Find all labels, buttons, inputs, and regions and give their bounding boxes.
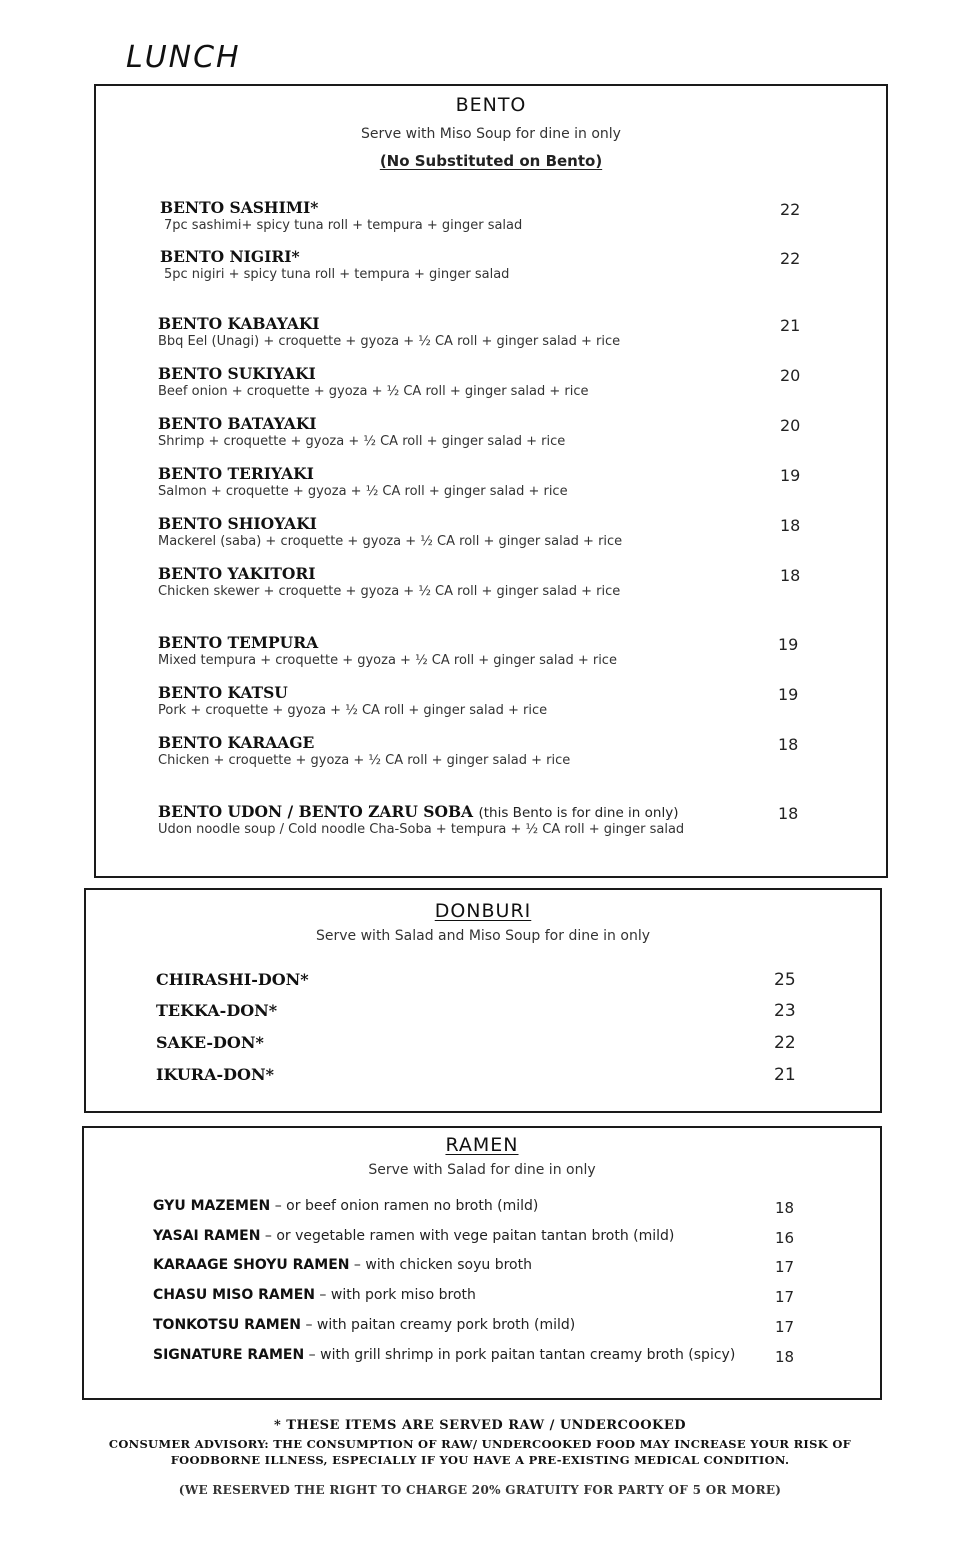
menu-item-name-text: KARAAGE SHOYU RAMEN xyxy=(153,1257,350,1273)
menu-item xyxy=(84,1347,880,1369)
menu-item-price: 18 xyxy=(780,516,801,535)
menu-item-description: – or vegetable ramen with vege paitan tantan broth (mild) xyxy=(260,1228,675,1244)
menu-item-description: Shrimp + croquette + gyoza + ½ CA roll + ginger salad + rice xyxy=(158,434,566,449)
page-title: LUNCH xyxy=(126,40,241,75)
menu-item-name xyxy=(158,802,678,821)
menu-item-price: 18 xyxy=(778,735,799,754)
menu-item-name xyxy=(153,1257,532,1273)
menu-item xyxy=(84,1257,880,1279)
menu-item-price: 21 xyxy=(780,316,801,335)
menu-item-description: Mixed tempura + croquette + gyoza + ½ CA roll + ginger salad + rice xyxy=(158,653,617,668)
menu-item-description: – or beef onion ramen no broth (mild) xyxy=(270,1198,539,1214)
menu-item-name-text: BENTO KABAYAKI xyxy=(158,314,320,333)
menu-item-name: IKURA-DON* xyxy=(156,1065,274,1084)
menu-item-name xyxy=(153,1317,575,1333)
menu-item-name: SAKE-DON* xyxy=(156,1033,264,1052)
menu-item-name: CHIRASHI-DON* xyxy=(156,970,309,989)
menu-item-description: Chicken + croquette + gyoza + ½ CA roll + ginger salad + rice xyxy=(158,753,571,768)
menu-item-name xyxy=(160,198,318,217)
menu-item-price: 17 xyxy=(775,1288,795,1306)
menu-item-description: – with paitan creamy pork broth (mild) xyxy=(301,1317,576,1333)
menu-item-price: 19 xyxy=(778,685,799,704)
menu-item xyxy=(84,1198,880,1220)
menu-item-description: Bbq Eel (Unagi) + croquette + gyoza + ½ CA roll + ginger salad + rice xyxy=(158,334,621,349)
menu-item-description: – with chicken soyu broth xyxy=(349,1257,532,1273)
menu-item-description: 7pc sashimi+ spicy tuna roll + tempura + ginger salad xyxy=(164,218,523,233)
menu-item-name xyxy=(158,514,317,533)
menu-item-name xyxy=(158,683,288,702)
menu-item xyxy=(96,198,886,238)
menu-item-price: 20 xyxy=(780,366,801,385)
menu-item-name xyxy=(158,414,317,433)
menu-item-name-text: BENTO BATAYAKI xyxy=(158,414,317,433)
gratuity-notice: (WE RESERVED THE RIGHT TO CHARGE 20% GRATUITY FOR PARTY OF 5 OR MORE) xyxy=(178,1483,782,1497)
menu-item-name-text: BENTO KATSU xyxy=(158,683,288,702)
bento-subtitle: Serve with Miso Soup for dine in only xyxy=(361,126,621,142)
menu-item-name-text: BENTO KARAAGE xyxy=(158,733,315,752)
menu-item-price: 19 xyxy=(778,635,799,654)
menu-item-name-text: TONKOTSU RAMEN xyxy=(153,1317,301,1333)
menu-item-price: 21 xyxy=(774,1065,796,1085)
menu-item-name xyxy=(158,733,314,752)
menu-item-name-text: BENTO SASHIMI* xyxy=(160,198,319,217)
menu-item xyxy=(96,733,886,773)
menu-item-name-text: BENTO NIGIRI* xyxy=(160,247,300,266)
menu-item-description: – with grill shrimp in pork paitan tantan creamy broth (spicy) xyxy=(304,1347,736,1363)
menu-item xyxy=(96,802,886,842)
menu-item-price: 19 xyxy=(780,466,801,485)
menu-item-name xyxy=(153,1287,476,1303)
menu-item-name-text: SIGNATURE RAMEN xyxy=(153,1347,305,1363)
menu-item xyxy=(86,1033,880,1057)
menu-item xyxy=(84,1228,880,1250)
menu-item xyxy=(96,464,886,504)
donburi-subtitle: Serve with Salad and Miso Soup for dine in only xyxy=(316,928,650,944)
menu-item-price: 18 xyxy=(778,804,799,823)
menu-item-note: (this Bento is for dine in only) xyxy=(478,805,679,821)
menu-item-name xyxy=(153,1347,735,1363)
menu-item xyxy=(96,564,886,604)
menu-item-name xyxy=(158,314,320,333)
menu-item-name-text: BENTO YAKITORI xyxy=(158,564,316,583)
menu-item-description: – with pork miso broth xyxy=(314,1287,476,1303)
ramen-title: RAMEN xyxy=(445,1134,519,1156)
menu-item-description: Salmon + croquette + gyoza + ½ CA roll + ginger salad + rice xyxy=(158,484,568,499)
menu-item-description: 5pc nigiri + spicy tuna roll + tempura + ginger salad xyxy=(164,267,510,282)
menu-item-name xyxy=(158,464,314,483)
menu-item-price: 18 xyxy=(780,566,801,585)
menu-item-price: 18 xyxy=(775,1199,795,1217)
menu-item-price: 25 xyxy=(774,970,796,990)
menu-item xyxy=(96,514,886,554)
ramen-section xyxy=(82,1126,882,1400)
menu-item-description: Chicken skewer + croquette + gyoza + ½ CA roll + ginger salad + rice xyxy=(158,584,621,599)
menu-item-price: 17 xyxy=(775,1318,795,1336)
menu-item-name-text: BENTO SUKIYAKI xyxy=(158,364,316,383)
menu-item-name-text: BENTO SHIOYAKI xyxy=(158,514,317,533)
menu-item-price: 20 xyxy=(780,416,801,435)
menu-item xyxy=(84,1287,880,1309)
menu-item-description: Beef onion + croquette + gyoza + ½ CA roll + ginger salad + rice xyxy=(158,384,589,399)
menu-item-price: 23 xyxy=(774,1001,796,1021)
menu-item xyxy=(96,633,886,673)
menu-item-name xyxy=(153,1198,538,1214)
menu-item-price: 22 xyxy=(774,1033,796,1053)
menu-item-price: 22 xyxy=(780,200,801,219)
donburi-title: DONBURI xyxy=(434,900,532,922)
ramen-subtitle: Serve with Salad for dine in only xyxy=(368,1162,596,1178)
menu-item xyxy=(96,683,886,723)
menu-item xyxy=(96,314,886,354)
menu-item-name xyxy=(158,633,318,652)
menu-item xyxy=(86,970,880,994)
menu-item-name xyxy=(160,247,300,266)
menu-item xyxy=(86,1065,880,1089)
menu-item xyxy=(86,1001,880,1025)
donburi-section xyxy=(84,888,882,1113)
menu-item xyxy=(84,1317,880,1339)
raw-items-notice: * THESE ITEMS ARE SERVED RAW / UNDERCOOKED xyxy=(273,1418,687,1433)
menu-item-price: 16 xyxy=(775,1229,795,1247)
menu-item xyxy=(96,414,886,454)
menu-item-name xyxy=(153,1228,674,1244)
menu-item-name-text: BENTO TERIYAKI xyxy=(158,464,314,483)
menu-item-name-text: CHASU MISO RAMEN xyxy=(153,1287,315,1303)
menu-item-name xyxy=(158,564,316,583)
bento-note: (No Substituted on Bento) xyxy=(379,152,603,170)
menu-item xyxy=(96,364,886,404)
menu-item-price: 22 xyxy=(780,249,801,268)
menu-item-price: 17 xyxy=(775,1258,795,1276)
menu-item-name-text: GYU MAZEMEN xyxy=(153,1198,271,1214)
menu-item-name xyxy=(158,364,316,383)
menu-item-name-text: YASAI RAMEN xyxy=(153,1228,261,1244)
menu-item-description: Pork + croquette + gyoza + ½ CA roll + ginger salad + rice xyxy=(158,703,548,718)
menu-item-description: Mackerel (saba) + croquette + gyoza + ½ CA roll + ginger salad + rice xyxy=(158,534,623,549)
bento-section xyxy=(94,84,888,878)
menu-item-description: Udon noodle soup / Cold noodle Cha-Soba + tempura + ½ CA roll + ginger salad xyxy=(158,822,685,837)
menu-item-name-text: BENTO TEMPURA xyxy=(158,633,319,652)
bento-title: BENTO xyxy=(455,94,527,116)
menu-item xyxy=(96,247,886,287)
menu-item-name-text: BENTO UDON / BENTO ZARU SOBA xyxy=(158,802,474,821)
menu-item-name: TEKKA-DON* xyxy=(156,1001,278,1020)
menu-item-price: 18 xyxy=(775,1348,795,1366)
consumer-advisory: CONSUMER ADVISORY: THE CONSUMPTION OF RAW/ UNDERCOOKED FOOD MAY INCREASE YOUR RISK OF FOODBORNE ILLNESS, ESPECIALLY IF YOU HAVE A PRE-EXISTING MEDICAL CONDITION. xyxy=(108,1437,852,1467)
